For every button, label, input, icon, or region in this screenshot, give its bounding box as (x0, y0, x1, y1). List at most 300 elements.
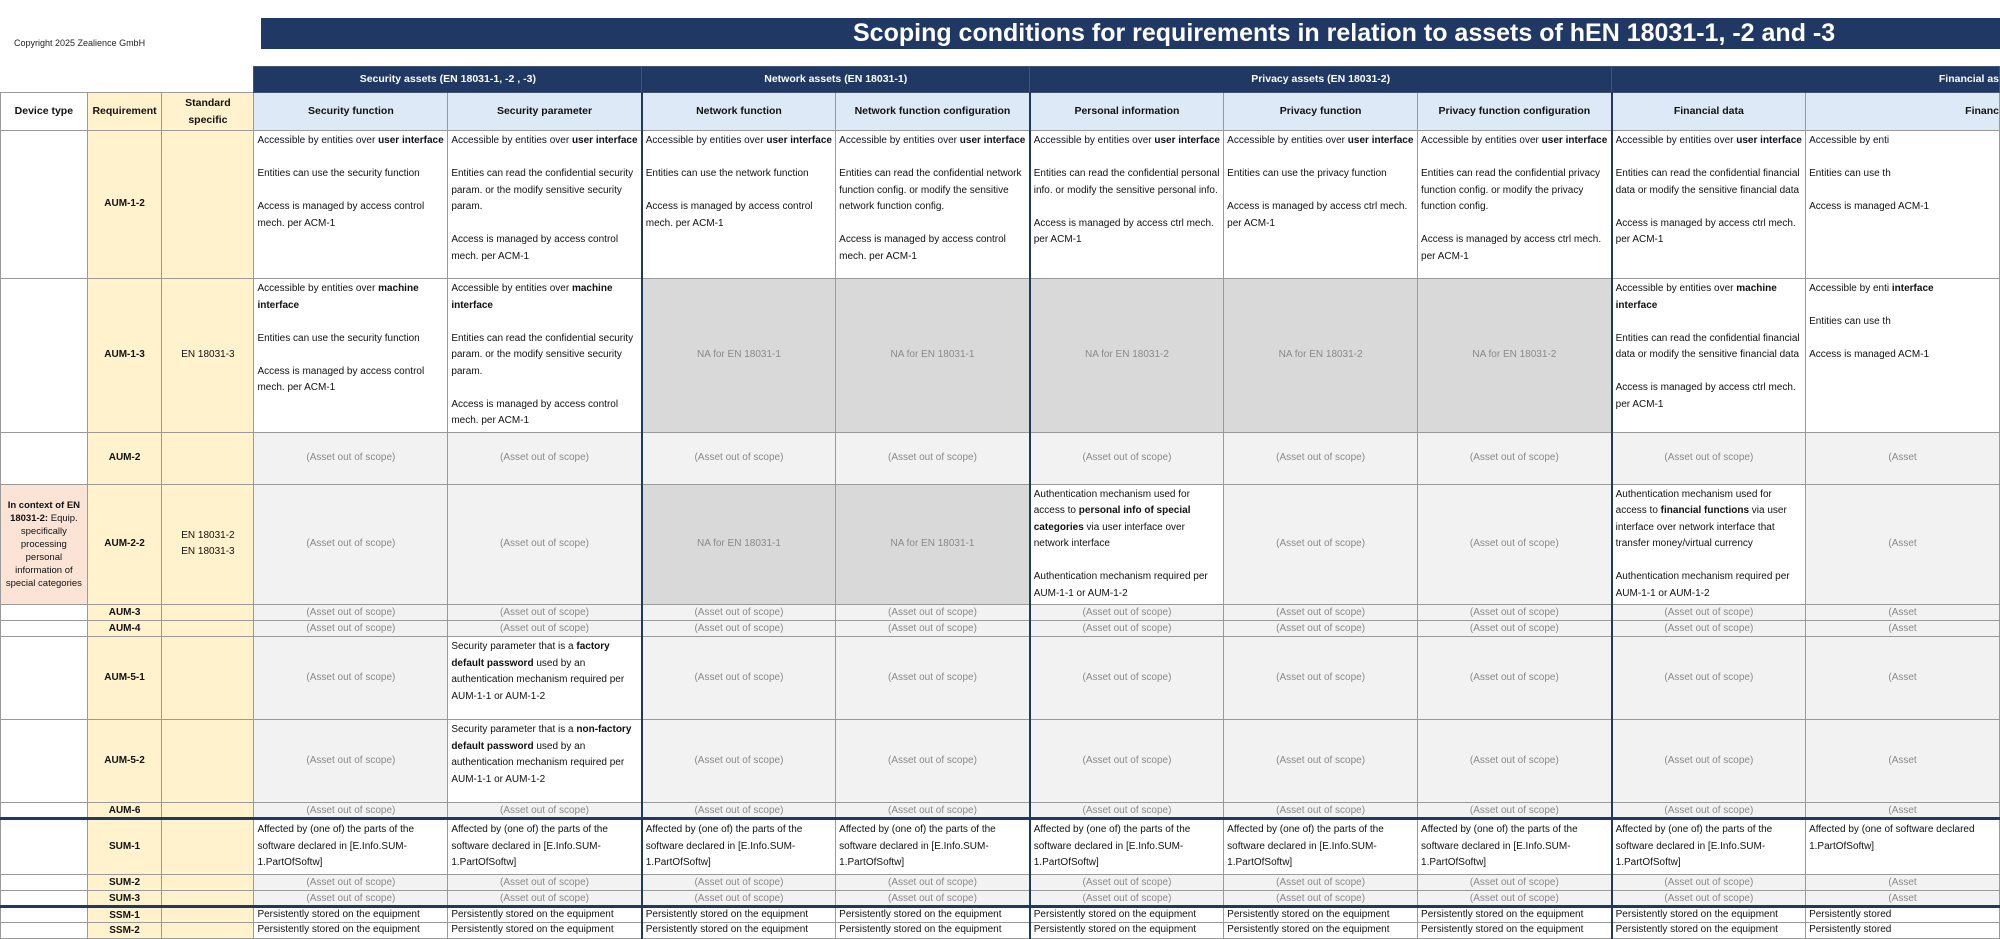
header-financial-data[interactable]: Financial data (1612, 93, 1806, 131)
condition-paragraph (1616, 822, 1802, 872)
group-privacy-assets[interactable]: Privacy assets (EN 18031-2) (1030, 67, 1612, 93)
table-row (1, 432, 2000, 484)
header-privacy-function-configuration[interactable]: Privacy function configuration (1418, 93, 1612, 131)
condition-text: Access is managed by access ctrl mech. per ACM-1 (1421, 234, 1602, 262)
asset-out-of-scope-cell[interactable]: (Asset (1806, 621, 2000, 637)
condition-text: Affected by (one of software declared 1.PartOfSoftw] (1809, 824, 1975, 852)
scoping-condition-cell[interactable] (254, 131, 448, 279)
condition-text: Persistently stored on the equipment (451, 924, 614, 935)
condition-text: Accessible by entities over (1615, 283, 1737, 294)
scoping-condition-cell[interactable] (1418, 923, 1612, 939)
asset-out-of-scope-cell[interactable]: (Asset out of scope) (642, 637, 836, 720)
device-type-context-text: Equip. specifically processing personal information of special categories (5, 512, 82, 589)
asset-out-of-scope-cell[interactable]: (Asset out of scope) (1418, 803, 1612, 819)
standard-specific-cell[interactable] (162, 891, 254, 907)
condition-text: Access is managed by access control mech. per ACM-1 (257, 201, 425, 229)
asset-out-of-scope-cell[interactable]: (Asset out of scope) (1612, 720, 1806, 803)
header-network-function-configuration[interactable]: Network function configuration (836, 93, 1030, 131)
requirement-cell[interactable]: AUM-1-2 (87, 131, 162, 279)
condition-text: Affected by (one of) the parts of the software declared in [E.Info.SUM-1.PartOfSoftw] (839, 824, 996, 868)
condition-emphasis: user interface (959, 135, 1026, 146)
scoping-condition-cell[interactable] (1224, 131, 1418, 279)
requirement-cell[interactable]: SSM-1 (87, 907, 162, 923)
not-applicable-cell[interactable]: NA for EN 18031-1 (642, 279, 836, 433)
condition-paragraph (257, 281, 444, 314)
asset-out-of-scope-cell[interactable]: (Asset out of scope) (448, 891, 642, 907)
asset-out-of-scope-cell[interactable]: (Asset out of scope) (642, 875, 836, 891)
standard-specific-cell[interactable]: EN 18031-2 EN 18031-3 (162, 484, 254, 605)
device-type-cell[interactable] (1, 484, 88, 605)
condition-paragraph (1809, 281, 1996, 298)
condition-paragraph (451, 232, 637, 265)
device-type-cell[interactable] (1, 907, 88, 923)
standard-specific-cell[interactable] (162, 819, 254, 875)
standard-specific-cell[interactable] (162, 803, 254, 819)
asset-out-of-scope-cell[interactable]: (Asset out of scope) (254, 432, 448, 484)
condition-paragraph (839, 232, 1026, 265)
asset-out-of-scope-cell[interactable]: (Asset (1806, 605, 2000, 621)
table-row (1, 891, 2000, 907)
asset-out-of-scope-cell[interactable]: (Asset out of scope) (1030, 720, 1224, 803)
condition-emphasis: user interface (766, 135, 832, 146)
asset-out-of-scope-cell[interactable]: (Asset out of scope) (254, 803, 448, 819)
asset-out-of-scope-cell[interactable]: (Asset out of scope) (1224, 891, 1418, 907)
condition-paragraph (839, 166, 1026, 216)
asset-out-of-scope-cell[interactable]: (Asset out of scope) (642, 432, 836, 484)
condition-paragraph (1809, 133, 1996, 150)
requirement-cell[interactable]: AUM-6 (87, 803, 162, 819)
table-row (1, 803, 2000, 819)
asset-out-of-scope-cell[interactable]: (Asset out of scope) (1224, 720, 1418, 803)
condition-emphasis: user interface (1541, 135, 1608, 146)
scoping-condition-cell[interactable] (642, 907, 836, 923)
table-row (1, 907, 2000, 923)
header-security-function[interactable]: Security function (254, 93, 448, 131)
condition-text: Access is managed by access control mech. per ACM-1 (839, 234, 1006, 262)
condition-paragraph (1034, 923, 1220, 936)
condition-paragraph (646, 166, 832, 183)
condition-text: Entities can use the security function (257, 168, 420, 179)
condition-paragraph (451, 822, 637, 872)
asset-out-of-scope-cell[interactable]: (Asset out of scope) (836, 803, 1030, 819)
scoping-condition-cell[interactable] (1806, 819, 2000, 875)
asset-out-of-scope-cell[interactable]: (Asset out of scope) (254, 621, 448, 637)
condition-paragraph (257, 331, 444, 348)
scoping-condition-cell[interactable] (836, 131, 1030, 279)
condition-text: Accessible by entities over (839, 135, 960, 146)
condition-text: used by an authentication mechanism required per AUM-1-1 or AUM-1-2 (451, 740, 625, 785)
requirement-cell[interactable]: AUM-5-2 (87, 720, 162, 803)
condition-emphasis: interface (1891, 283, 1934, 294)
requirement-cell[interactable]: SSM-2 (87, 923, 162, 939)
condition-text: Entities can read the confidential financial data or modify the sensitive financial data (1615, 332, 1800, 360)
asset-out-of-scope-cell[interactable]: (Asset out of scope) (254, 605, 448, 621)
requirement-cell[interactable]: AUM-2 (87, 432, 162, 484)
asset-out-of-scope-cell[interactable]: (Asset out of scope) (448, 605, 642, 621)
scoping-condition-cell[interactable] (254, 923, 448, 939)
condition-text: Entities can read the confidential security param. or the modify sensitive security param. (451, 332, 634, 377)
condition-text: Accessible by entities over (1033, 135, 1155, 146)
table-row (1, 923, 2000, 939)
scoping-condition-cell[interactable] (1806, 131, 2000, 279)
condition-paragraph (1616, 216, 1802, 249)
condition-paragraph (1034, 216, 1220, 249)
condition-paragraph (1034, 487, 1220, 553)
scoping-condition-cell[interactable] (254, 819, 448, 875)
table-row (1, 637, 2000, 720)
condition-paragraph (1421, 232, 1608, 265)
asset-out-of-scope-cell[interactable]: (Asset out of scope) (1612, 891, 1806, 907)
condition-emphasis: user interface (1154, 135, 1220, 146)
condition-text: Persistently stored on the equipment (1421, 909, 1584, 920)
condition-paragraph (257, 133, 444, 150)
asset-out-of-scope-cell[interactable]: (Asset out of scope) (1418, 484, 1612, 605)
asset-out-of-scope-cell[interactable]: (Asset out of scope) (642, 621, 836, 637)
condition-paragraph (1421, 822, 1608, 872)
condition-paragraph (1421, 166, 1608, 216)
asset-out-of-scope-cell[interactable]: (Asset out of scope) (448, 621, 642, 637)
condition-paragraph (839, 133, 1026, 150)
header-privacy-function[interactable]: Privacy function (1224, 93, 1418, 131)
requirement-cell[interactable]: AUM-2-2 (87, 484, 162, 605)
condition-paragraph (839, 908, 1026, 921)
standard-specific-cell[interactable] (162, 637, 254, 720)
asset-out-of-scope-cell[interactable]: (Asset out of scope) (254, 720, 448, 803)
standard-specific-cell[interactable] (162, 875, 254, 891)
condition-text: Entities can use the privacy function (1227, 168, 1387, 179)
scoping-condition-cell[interactable] (1030, 131, 1224, 279)
asset-out-of-scope-cell[interactable]: (Asset out of scope) (1224, 875, 1418, 891)
asset-out-of-scope-cell[interactable]: (Asset out of scope) (642, 605, 836, 621)
asset-out-of-scope-cell[interactable]: (Asset (1806, 484, 2000, 605)
condition-text: Entities can read the confidential security param. or the modify sensitive security param. (451, 168, 634, 212)
asset-out-of-scope-cell[interactable]: (Asset out of scope) (1612, 605, 1806, 621)
condition-text: Persistently stored on the equipment (1227, 909, 1390, 920)
asset-out-of-scope-cell[interactable]: (Asset out of scope) (1418, 432, 1612, 484)
scoping-condition-cell[interactable] (836, 819, 1030, 875)
table-row (1, 621, 2000, 637)
asset-out-of-scope-cell[interactable]: (Asset out of scope) (448, 432, 642, 484)
asset-out-of-scope-cell[interactable]: (Asset out of scope) (1030, 875, 1224, 891)
header-financial-function[interactable]: Financ (1806, 93, 2000, 131)
scoping-condition-cell[interactable] (448, 279, 642, 433)
asset-out-of-scope-cell[interactable]: (Asset out of scope) (1224, 605, 1418, 621)
condition-text: Accessible by entities over (451, 135, 572, 146)
asset-out-of-scope-cell[interactable]: (Asset out of scope) (1418, 875, 1612, 891)
asset-out-of-scope-cell[interactable]: (Asset out of scope) (1224, 637, 1418, 720)
condition-text: Entities can use th (1809, 316, 1891, 327)
table-row (1, 819, 2000, 875)
scoping-condition-cell[interactable] (448, 923, 642, 939)
header-security-parameter[interactable]: Security parameter (448, 93, 642, 131)
condition-text: used by an authentication mechanism required per AUM-1-1 or AUM-1-2 (451, 657, 625, 702)
group-financial-assets[interactable]: Financial as (1612, 67, 2000, 93)
scoping-condition-cell[interactable] (448, 131, 642, 279)
condition-text: Accessible by entities over (1615, 135, 1737, 146)
not-applicable-cell[interactable]: NA for EN 18031-2 (1030, 279, 1224, 433)
requirement-cell[interactable]: AUM-5-1 (87, 637, 162, 720)
scoping-condition-cell[interactable] (1806, 923, 2000, 939)
asset-out-of-scope-cell[interactable]: (Asset out of scope) (1418, 605, 1612, 621)
scoping-condition-cell[interactable] (1224, 907, 1418, 923)
condition-text: Affected by (one of) the parts of the software declared in [E.Info.SUM-1.PartOfSoftw] (645, 824, 803, 868)
condition-paragraph (1616, 487, 1802, 553)
condition-text: Affected by (one of) the parts of the software declared in [E.Info.SUM-1.PartOfSoftw] (257, 824, 415, 868)
requirement-cell[interactable]: SUM-2 (87, 875, 162, 891)
asset-out-of-scope-cell[interactable]: (Asset out of scope) (1418, 621, 1612, 637)
scoping-condition-cell[interactable] (254, 279, 448, 433)
condition-paragraph (1227, 923, 1414, 936)
condition-paragraph (451, 331, 637, 381)
asset-out-of-scope-cell[interactable]: (Asset out of scope) (448, 484, 642, 605)
asset-out-of-scope-cell[interactable]: (Asset out of scope) (1030, 621, 1224, 637)
condition-emphasis: machine interface (451, 283, 613, 311)
table-row (1, 720, 2000, 803)
condition-paragraph (646, 133, 832, 150)
condition-paragraph (1616, 133, 1802, 150)
device-type-cell[interactable] (1, 803, 88, 819)
group-network-assets[interactable]: Network assets (EN 18031-1) (642, 67, 1030, 93)
asset-out-of-scope-cell[interactable]: (Asset out of scope) (254, 875, 448, 891)
standard-specific-cell[interactable] (162, 131, 254, 279)
condition-paragraph (1227, 822, 1414, 872)
condition-text: via user interface over network interface (1033, 521, 1185, 549)
standard-specific-cell[interactable] (162, 605, 254, 621)
scoping-condition-cell[interactable] (836, 923, 1030, 939)
scoping-condition-cell[interactable] (1224, 923, 1418, 939)
scoping-condition-cell[interactable] (448, 907, 642, 923)
standard-specific-cell[interactable]: EN 18031-3 (162, 279, 254, 433)
asset-out-of-scope-cell[interactable]: (Asset out of scope) (1612, 621, 1806, 637)
condition-text: Accessible by entities over (1421, 135, 1542, 146)
condition-emphasis: non-factory default password (451, 724, 632, 752)
scoping-condition-cell[interactable] (1612, 923, 1806, 939)
condition-paragraph (1809, 347, 1996, 364)
asset-out-of-scope-cell[interactable]: (Asset out of scope) (1224, 432, 1418, 484)
condition-paragraph (1616, 923, 1802, 936)
condition-paragraph (451, 281, 637, 314)
scoping-condition-cell[interactable] (1612, 484, 1806, 605)
standard-specific-cell[interactable] (162, 907, 254, 923)
scoping-condition-cell[interactable] (1418, 131, 1612, 279)
scoping-condition-cell[interactable] (642, 819, 836, 875)
asset-out-of-scope-cell[interactable]: (Asset out of scope) (1030, 891, 1224, 907)
asset-out-of-scope-cell[interactable]: (Asset out of scope) (1030, 432, 1224, 484)
asset-out-of-scope-cell[interactable]: (Asset out of scope) (1030, 637, 1224, 720)
asset-out-of-scope-cell[interactable]: (Asset out of scope) (836, 605, 1030, 621)
condition-text: Accessible by enti (1809, 135, 1890, 146)
asset-out-of-scope-cell[interactable]: (Asset out of scope) (836, 875, 1030, 891)
scoping-condition-cell[interactable] (1030, 907, 1224, 923)
condition-text: Entities can read the confidential privacy function config. or modify the privacy function config. (1421, 168, 1601, 212)
asset-out-of-scope-cell[interactable]: (Asset out of scope) (1612, 432, 1806, 484)
standard-specific-cell[interactable] (162, 621, 254, 637)
condition-text: Accessible by enti (1809, 283, 1892, 294)
condition-text: Authentication mechanism used for access to (1033, 488, 1190, 516)
device-type-cell[interactable] (1, 819, 88, 875)
scoping-condition-cell[interactable] (642, 131, 836, 279)
condition-text: Persistently stored on the equipment (839, 924, 1002, 935)
requirement-cell[interactable]: AUM-4 (87, 621, 162, 637)
not-applicable-cell[interactable]: NA for EN 18031-2 (1224, 279, 1418, 433)
scoping-condition-cell[interactable] (1224, 819, 1418, 875)
device-type-cell[interactable] (1, 131, 88, 279)
standard-specific-cell[interactable] (162, 432, 254, 484)
condition-paragraph (1809, 314, 1996, 331)
asset-out-of-scope-cell[interactable]: (Asset out of scope) (1612, 803, 1806, 819)
condition-paragraph (1809, 923, 1996, 936)
asset-out-of-scope-cell[interactable]: (Asset out of scope) (1030, 803, 1224, 819)
condition-text: Authentication mechanism required per AUM-1-1 or AUM-1-2 (1615, 571, 1790, 599)
asset-out-of-scope-cell[interactable]: (Asset out of scope) (642, 891, 836, 907)
asset-out-of-scope-cell[interactable]: (Asset out of scope) (1224, 484, 1418, 605)
condition-paragraph (1227, 199, 1414, 232)
condition-emphasis: machine interface (257, 283, 419, 311)
condition-text: Access is managed by access ctrl mech. per ACM-1 (1227, 201, 1408, 229)
scoping-condition-cell[interactable] (1612, 279, 1806, 433)
device-type-cell[interactable] (1, 279, 88, 433)
scoping-condition-cell[interactable] (1030, 923, 1224, 939)
table-row (1, 875, 2000, 891)
scoping-condition-cell[interactable] (1612, 819, 1806, 875)
asset-group-row (1, 67, 2000, 93)
asset-out-of-scope-cell[interactable]: (Asset (1806, 803, 2000, 819)
asset-out-of-scope-cell[interactable]: (Asset out of scope) (1418, 891, 1612, 907)
not-applicable-cell[interactable]: NA for EN 18031-1 (642, 484, 836, 605)
requirement-cell[interactable]: AUM-3 (87, 605, 162, 621)
condition-paragraph (839, 822, 1026, 872)
header-standard-specific[interactable]: Standard specific (162, 93, 254, 131)
header-personal-information[interactable]: Personal information (1030, 93, 1224, 131)
header-network-function[interactable]: Network function (642, 93, 836, 131)
header-requirement[interactable]: Requirement (87, 93, 162, 131)
scoping-condition-cell[interactable] (1612, 907, 1806, 923)
condition-text: Persistently stored on the equipment (257, 909, 420, 920)
not-applicable-cell[interactable]: NA for EN 18031-2 (1418, 279, 1612, 433)
condition-text: Persistently stored on the equipment (1615, 924, 1778, 935)
condition-text: Persistently stored (1809, 909, 1892, 920)
standard-specific-cell[interactable] (162, 923, 254, 939)
condition-paragraph (1034, 166, 1220, 199)
condition-paragraph (257, 364, 444, 397)
asset-out-of-scope-cell[interactable]: (Asset out of scope) (448, 875, 642, 891)
condition-emphasis: factory default password (451, 641, 610, 669)
device-type-cell[interactable] (1, 875, 88, 891)
not-applicable-cell[interactable]: NA for EN 18031-1 (836, 279, 1030, 433)
device-type-cell[interactable] (1, 720, 88, 803)
asset-out-of-scope-cell[interactable]: (Asset out of scope) (1224, 621, 1418, 637)
condition-text: Access is managed ACM-1 (1809, 349, 1930, 360)
asset-out-of-scope-cell[interactable]: (Asset out of scope) (254, 484, 448, 605)
device-type-context-label: In context of EN 18031-2: (7, 499, 81, 524)
device-type-cell[interactable] (1, 923, 88, 939)
scoping-condition-cell[interactable] (1612, 131, 1806, 279)
asset-out-of-scope-cell[interactable]: (Asset out of scope) (254, 637, 448, 720)
condition-text: Persistently stored on the equipment (1033, 924, 1197, 935)
scoping-condition-cell[interactable] (1030, 484, 1224, 605)
device-type-cell[interactable] (1, 637, 88, 720)
scoping-condition-cell[interactable] (448, 819, 642, 875)
condition-text: Entities can use th (1809, 168, 1891, 179)
condition-emphasis: financial functions (1660, 505, 1750, 516)
asset-out-of-scope-cell[interactable]: (Asset (1806, 875, 2000, 891)
condition-paragraph (257, 822, 444, 872)
asset-out-of-scope-cell[interactable]: (Asset (1806, 720, 2000, 803)
asset-out-of-scope-cell[interactable]: (Asset out of scope) (1030, 605, 1224, 621)
table-row (1, 131, 2000, 279)
scoping-condition-cell[interactable] (448, 637, 642, 720)
scoping-condition-cell[interactable] (1806, 279, 2000, 433)
asset-out-of-scope-cell[interactable]: (Asset (1806, 891, 2000, 907)
asset-out-of-scope-cell[interactable]: (Asset out of scope) (1418, 720, 1612, 803)
condition-paragraph (1227, 133, 1414, 150)
condition-paragraph (1809, 166, 1996, 183)
asset-out-of-scope-cell[interactable]: (Asset out of scope) (642, 803, 836, 819)
condition-paragraph (646, 908, 832, 921)
requirement-cell[interactable]: AUM-1-3 (87, 279, 162, 433)
asset-out-of-scope-cell[interactable]: (Asset out of scope) (1612, 637, 1806, 720)
asset-out-of-scope-cell[interactable]: (Asset out of scope) (836, 637, 1030, 720)
scoping-condition-cell[interactable] (254, 907, 448, 923)
scoping-condition-cell[interactable] (1418, 907, 1612, 923)
asset-out-of-scope-cell[interactable]: (Asset out of scope) (836, 432, 1030, 484)
device-type-cell[interactable] (1, 432, 88, 484)
condition-text: Persistently stored on the equipment (1615, 909, 1778, 920)
asset-out-of-scope-cell[interactable]: (Asset out of scope) (836, 891, 1030, 907)
condition-emphasis: user interface (378, 135, 444, 146)
copyright-notice: Copyright 2025 Zealience GmbH (14, 38, 146, 48)
device-type-cell[interactable] (1, 621, 88, 637)
requirement-cell[interactable]: SUM-3 (87, 891, 162, 907)
group-security-assets[interactable]: Security assets (EN 18031-1, -2 , -3) (254, 67, 642, 93)
condition-text: Access is managed by access ctrl mech. per ACM-1 (1033, 217, 1214, 245)
condition-text: Access is managed by access ctrl mech. per ACM-1 (1615, 382, 1796, 410)
condition-paragraph (257, 166, 444, 183)
condition-text: Persistently stored (1809, 924, 1892, 935)
standard-specific-cell[interactable] (162, 720, 254, 803)
requirement-cell[interactable]: SUM-1 (87, 819, 162, 875)
not-applicable-cell[interactable]: NA for EN 18031-1 (836, 484, 1030, 605)
blank-cell (1, 67, 254, 93)
asset-out-of-scope-cell[interactable]: (Asset out of scope) (1612, 875, 1806, 891)
asset-out-of-scope-cell[interactable]: (Asset (1806, 432, 2000, 484)
scoping-condition-cell[interactable] (836, 907, 1030, 923)
condition-paragraph (451, 923, 637, 936)
device-type-cell[interactable] (1, 891, 88, 907)
scoping-condition-cell[interactable] (1418, 819, 1612, 875)
scoping-condition-cell[interactable] (448, 720, 642, 803)
asset-out-of-scope-cell[interactable]: (Asset out of scope) (836, 720, 1030, 803)
scoping-condition-cell[interactable] (1030, 819, 1224, 875)
scoping-condition-cell[interactable] (642, 923, 836, 939)
condition-paragraph (451, 639, 637, 705)
asset-out-of-scope-cell[interactable]: (Asset out of scope) (254, 891, 448, 907)
condition-emphasis: user interface (1736, 135, 1802, 146)
asset-out-of-scope-cell[interactable]: (Asset out of scope) (448, 803, 642, 819)
header-device-type[interactable]: Device type (1, 93, 88, 131)
condition-text: Access is managed ACM-1 (1809, 201, 1930, 212)
asset-out-of-scope-cell[interactable]: (Asset out of scope) (1418, 637, 1612, 720)
asset-out-of-scope-cell[interactable]: (Asset out of scope) (642, 720, 836, 803)
asset-out-of-scope-cell[interactable]: (Asset (1806, 637, 2000, 720)
condition-text: Access is managed by access ctrl mech. per ACM-1 (1615, 217, 1796, 245)
condition-paragraph (257, 199, 444, 232)
asset-out-of-scope-cell[interactable]: (Asset out of scope) (836, 621, 1030, 637)
device-type-cell[interactable] (1, 605, 88, 621)
scoping-condition-cell[interactable] (1806, 907, 2000, 923)
asset-out-of-scope-cell[interactable]: (Asset out of scope) (1224, 803, 1418, 819)
condition-text: Accessible by entities over (1227, 135, 1348, 146)
